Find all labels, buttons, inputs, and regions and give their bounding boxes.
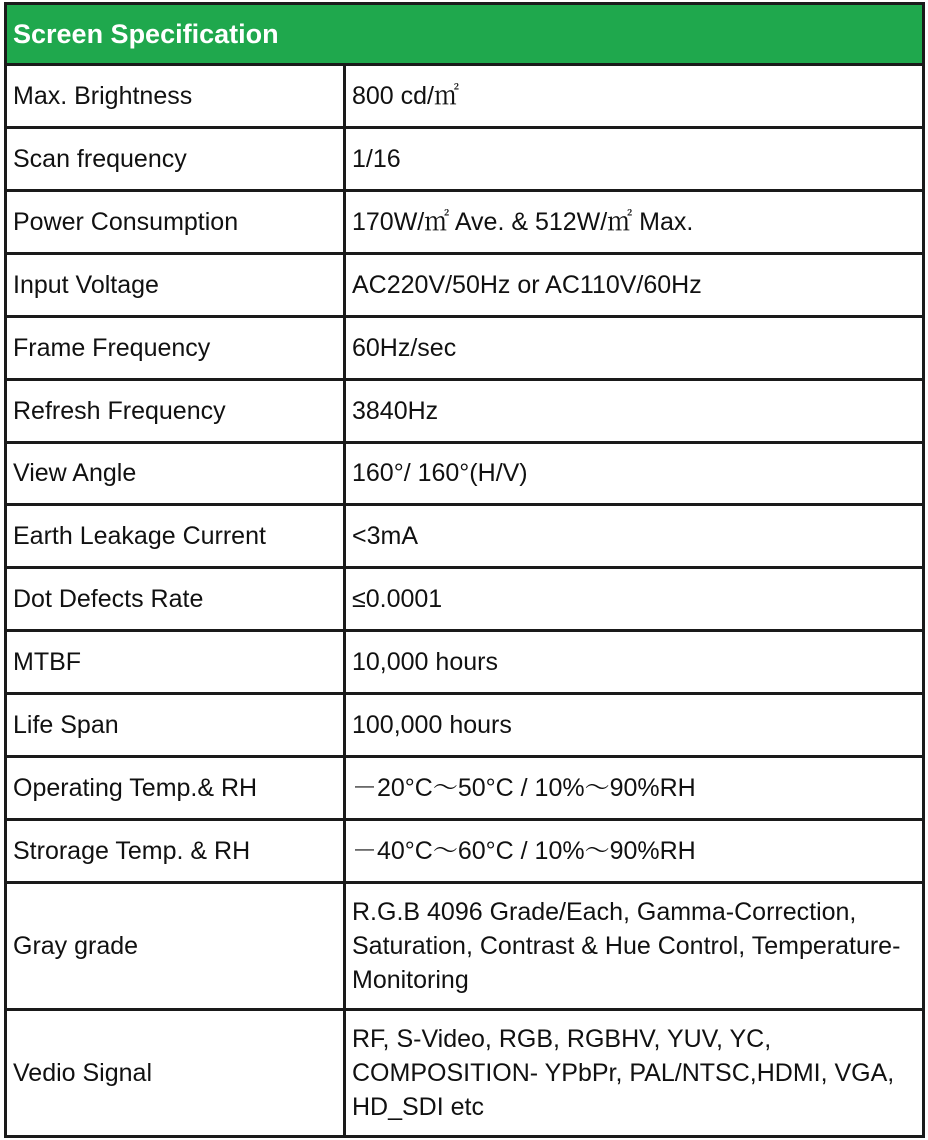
table-row <box>6 568 924 631</box>
table-row <box>6 757 924 820</box>
table-title: Screen Specification <box>6 4 924 65</box>
row-value: RF, S-Video, RGB, RGBHV, YUV, YC, COMPOSITION- YPbPr, PAL/NTSC,HDMI, VGA, HD_SDI etc <box>345 1009 924 1136</box>
row-label: Operating Temp.& RH <box>6 757 345 820</box>
row-label: Input Voltage <box>6 253 345 316</box>
row-label: Refresh Frequency <box>6 379 345 442</box>
row-value: 100,000 hours <box>345 694 924 757</box>
row-value: 160°/ 160°(H/V) <box>345 442 924 505</box>
row-label: Life Span <box>6 694 345 757</box>
row-value: <3mA <box>345 505 924 568</box>
table-row <box>6 379 924 442</box>
row-value: 60Hz/sec <box>345 316 924 379</box>
row-value: －20°C～50°C / 10%～90%RH <box>345 757 924 820</box>
row-label: Vedio Signal <box>6 1009 345 1136</box>
row-label: Gray grade <box>6 882 345 1009</box>
table-header-row <box>6 4 924 65</box>
row-label: MTBF <box>6 631 345 694</box>
table-row <box>6 316 924 379</box>
row-label: Frame Frequency <box>6 316 345 379</box>
row-value: 1/16 <box>345 127 924 190</box>
spec-table <box>4 2 925 1138</box>
row-label: Power Consumption <box>6 190 345 253</box>
row-value: R.G.B 4096 Grade/Each, Gamma-Correction, Saturation, Contrast & Hue Control, Temperature-Monitoring <box>345 882 924 1009</box>
table-row <box>6 65 924 128</box>
row-label: Max. Brightness <box>6 65 345 128</box>
table-row <box>6 127 924 190</box>
row-value: 800 cd/㎡ <box>345 65 924 128</box>
row-label: Dot Defects Rate <box>6 568 345 631</box>
row-value: AC220V/50Hz or AC110V/60Hz <box>345 253 924 316</box>
row-label: Strorage Temp. & RH <box>6 820 345 883</box>
table-row <box>6 820 924 883</box>
table-row <box>6 253 924 316</box>
row-label: Earth Leakage Current <box>6 505 345 568</box>
row-value: 170W/㎡ Ave. & 512W/㎡ Max. <box>345 190 924 253</box>
table-row <box>6 882 924 1009</box>
row-value: ≤0.0001 <box>345 568 924 631</box>
row-value: 10,000 hours <box>345 631 924 694</box>
row-label: Scan frequency <box>6 127 345 190</box>
table-row <box>6 631 924 694</box>
row-value: －40°C～60°C / 10%～90%RH <box>345 820 924 883</box>
table-row <box>6 505 924 568</box>
row-label: View Angle <box>6 442 345 505</box>
table-row <box>6 1009 924 1136</box>
table-row <box>6 442 924 505</box>
table-row <box>6 190 924 253</box>
table-row <box>6 694 924 757</box>
row-value: 3840Hz <box>345 379 924 442</box>
